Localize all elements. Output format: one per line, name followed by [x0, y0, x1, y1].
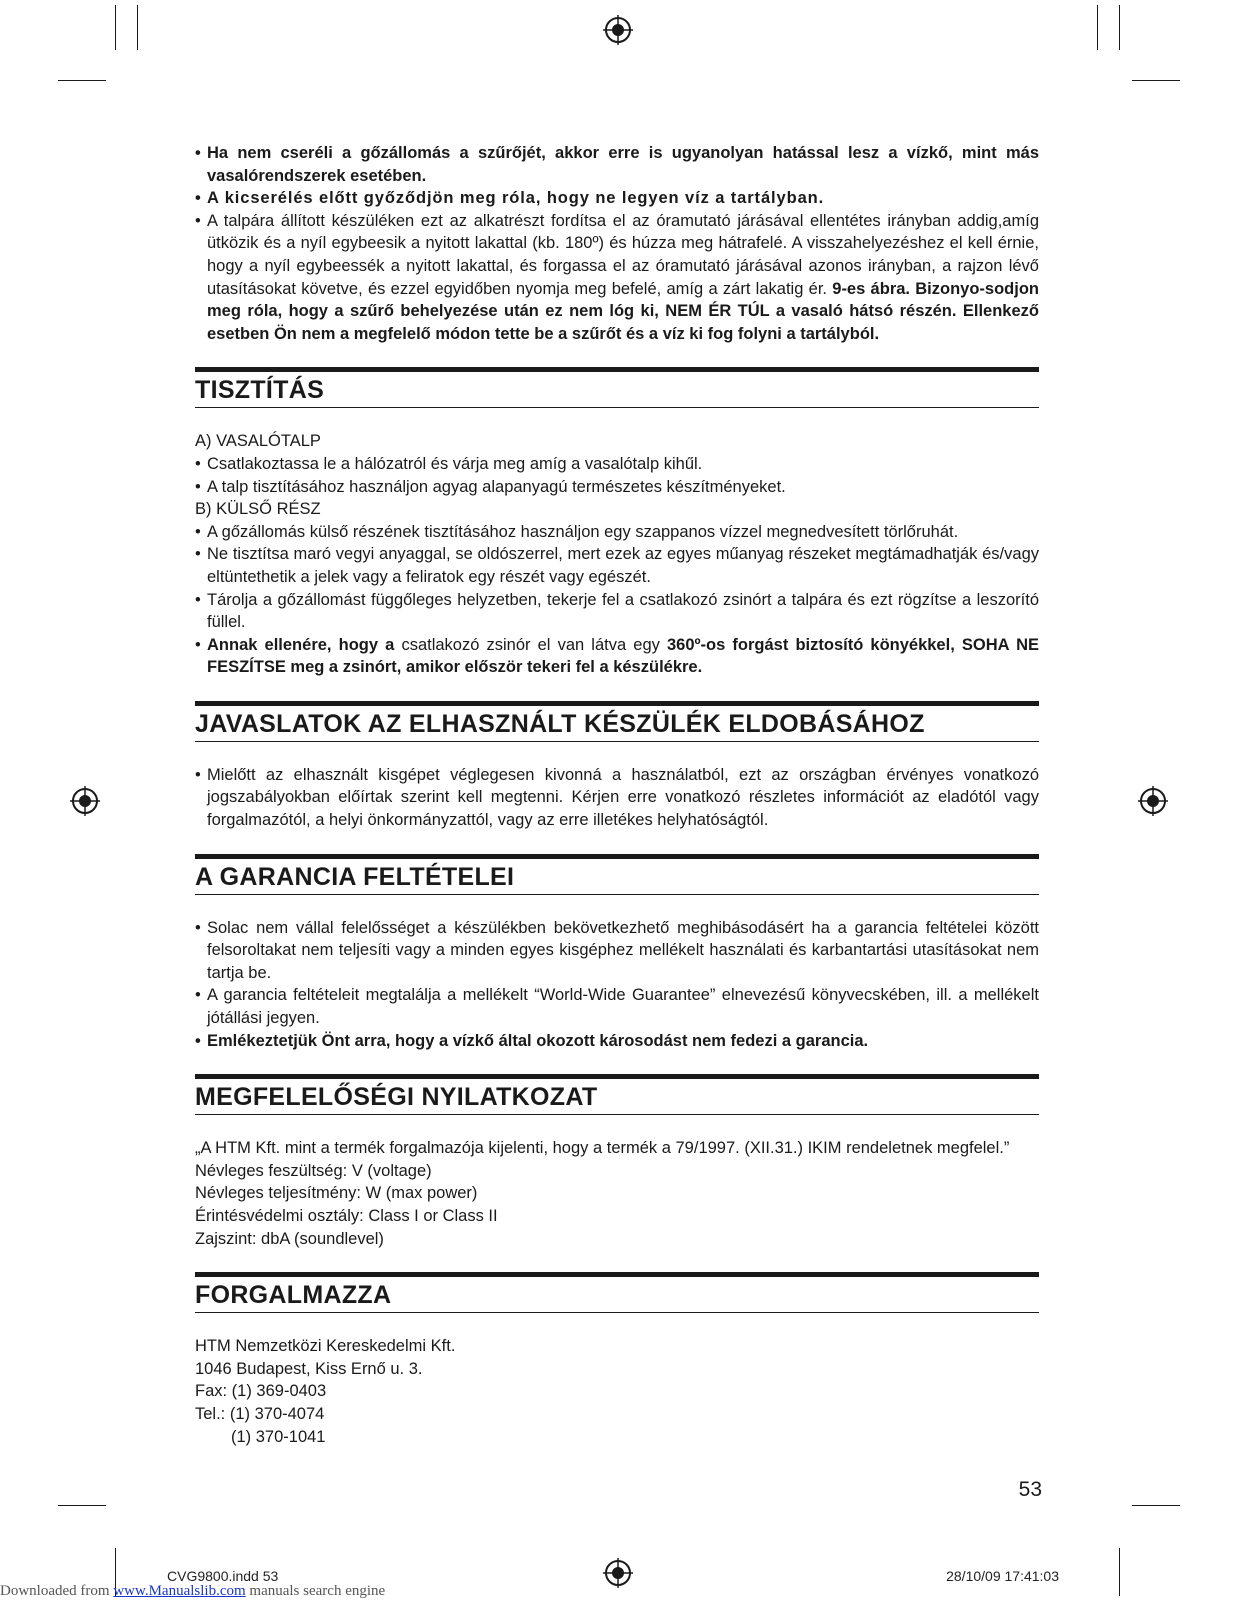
- list-item: [195, 634, 1039, 679]
- text-line: Zajszint: dbA (soundlevel): [195, 1229, 384, 1248]
- list-item: • A garancia feltételeit megtalálja a mellékelt “World-Wide Guarantee” elnevezésű könyvecskében, ill. a mellékelt jótállási jegyen.: [195, 984, 1039, 1029]
- list-item: • A gőzállomás külső részének tisztításához használjon egy szappanos vízzel megnedvesített törlőruhát.: [195, 521, 1039, 544]
- list-item: • Ne tisztítsa maró vegyi anyaggal, se oldószerrel, mert ezek az egyes műanyag részeket megtámadhatják és/vagy eltüntethetik a jelek vagy a feliratok egy részét vagy egészét.: [195, 543, 1039, 588]
- text-line: Fax: (1) 369-0403: [195, 1382, 327, 1401]
- registration-mark-icon: [603, 1558, 633, 1588]
- crop-mark: [58, 1505, 106, 1506]
- list-item: • Ha nem cseréli a gőzállomás a szűrőjét, akkor erre is ugyanolyan hatással lesz a vízkő, mint más vasalórendszerek esetében.: [195, 142, 1039, 187]
- section-heading-javaslatok: JAVASLATOK AZ ELHASZNÁLT KÉSZÜLÉK ELDOBÁSÁHOZ: [195, 701, 1039, 742]
- list-item: • Emlékeztetjük Önt arra, hogy a vízkő által okozott károsodást nem fedezi a garancia.: [195, 1030, 1039, 1053]
- list-item-emphasis: Annak ellenére, hogy a: [207, 635, 402, 654]
- section-heading-forgalmazza: FORGALMAZZA: [195, 1272, 1039, 1313]
- crop-mark: [58, 80, 106, 81]
- subheading: B) KÜLSŐ RÉSZ: [195, 500, 321, 519]
- text-line: 1046 Budapest, Kiss Ernő u. 3.: [195, 1359, 423, 1378]
- forgalmazza-section: [195, 1335, 1039, 1448]
- crop-mark: [115, 5, 116, 50]
- list-item-emphasis: 9-es ábra. Bizonyo-sodjon meg róla, hogy a szűrő behelyezése után ez nem lóg ki, NEM ÉR TÚL a vasaló hátsó részén. Ellenkező esetben Ön nem a megfelelő módon tette be a szűrőt és a víz ki fog folyni a tartályból.: [207, 279, 1040, 343]
- intro-section: [195, 142, 1039, 345]
- download-prefix: Downloaded from: [0, 1583, 114, 1599]
- page-content: [195, 142, 1039, 1448]
- list-item-emphasis: 360º-os forgást biztosító könyékkel, SOHA NE FESZÍTSE meg a zsinórt, amikor először tekeri fel a készülékre.: [207, 635, 1039, 677]
- crop-mark: [1132, 1505, 1180, 1506]
- text-line: HTM Nemzetközi Kereskedelmi Kft.: [195, 1337, 456, 1356]
- list-item-text: A talpára állított készüléken ezt az alkatrészt fordítsa el az óramutató járásával ellentétes irányban addig,amíg ütközik és a nyíl egybeesik a nyitott lakattal (kb. 180º) és húzza meg hátrafelé. A visszahelyezéshez el kell érnie, hogy a nyíl egybeessék a nyitott lakattal, és forgassa el az óramutató járásával azonos irányban, a rajzon lévő utasításokat követve, és ezzel egyidőben nyomja meg befelé, amíg a zárt lakatig ér.: [207, 211, 1039, 298]
- list-item-text: csatlakozó zsinór el van látva egy: [401, 635, 667, 654]
- crop-mark: [1119, 1548, 1120, 1596]
- list-item: • A kicserélés előtt győződjön meg róla, hogy ne legyen víz a tartályban.: [195, 187, 1039, 210]
- page-number: 53: [1018, 1478, 1042, 1501]
- registration-mark-icon: [70, 786, 100, 816]
- download-suffix: manuals search engine: [245, 1583, 386, 1599]
- subheading: A) VASALÓTALP: [195, 432, 321, 451]
- footer-filename: CVG9800.indd 53: [167, 1568, 279, 1584]
- section-heading-tisztitas: TISZTÍTÁS: [195, 367, 1039, 408]
- javaslatok-section: [195, 764, 1039, 832]
- crop-mark: [137, 5, 138, 50]
- tisztitas-section: [195, 430, 1039, 679]
- section-heading-garancia: A GARANCIA FELTÉTELEI: [195, 854, 1039, 895]
- list-item: • Csatlakoztassa le a hálózatról és várja meg amíg a vasalótalp kihűl.: [195, 453, 1039, 476]
- registration-mark-icon: [1138, 786, 1168, 816]
- garancia-section: [195, 917, 1039, 1053]
- text-line: Névleges teljesítmény: W (max power): [195, 1184, 478, 1203]
- section-heading-megfeleloseg: MEGFELELŐSÉGI NYILATKOZAT: [195, 1074, 1039, 1115]
- crop-mark: [1132, 80, 1180, 81]
- text-line: Névleges feszültség: V (voltage): [195, 1161, 432, 1180]
- text-line: Tel.: (1) 370-4074: [195, 1404, 325, 1423]
- manualslib-link[interactable]: www.Manualslib.com: [113, 1583, 246, 1599]
- list-item: • Tárolja a gőzállomást függőleges helyzetben, tekerje fel a csatlakozó zsinórt a talpára és ezt rögzítse a leszorító füllel.: [195, 589, 1039, 634]
- list-item: • Solac nem vállal felelősséget a készülékben bekövetkezhető meghibásodásért ha a garancia feltételei között felsoroltakat nem teljesíti vagy a minden egyes kisgéphez mellékelt használati és karbantartási utasításokat nem tartja be.: [195, 917, 1039, 985]
- megfeleloseg-section: [195, 1137, 1039, 1250]
- crop-mark: [1097, 5, 1098, 50]
- list-item: • Mielőtt az elhasznált kisgépet véglegesen kivonná a használatból, ezt az országban érvényes vonatkozó jogszabályokban előírtak szerint kell megtenni. Kérjen erre vonatkozó részletes információt az eladótól vagy forgalmazótól, a helyi önkormányzattól, vagy az erre illetékes helyhatóságtól.: [195, 764, 1039, 832]
- text-line: (1) 370-1041: [231, 1427, 326, 1446]
- text-line: „A HTM Kft. mint a termék forgalmazója kijelenti, hogy a termék a 79/1997. (XII.31.) IKIM rendeletnek megfelel.”: [195, 1139, 1010, 1158]
- registration-mark-icon: [603, 15, 633, 45]
- list-item: • A talp tisztításához használjon agyag alapanyagú természetes készítményeket.: [195, 476, 1039, 499]
- crop-mark: [1119, 5, 1120, 50]
- list-item: [195, 210, 1039, 346]
- text-line: Érintésvédelmi osztály: Class I or Class II: [195, 1207, 498, 1225]
- footer-datetime: 28/10/09 17:41:03: [946, 1568, 1059, 1584]
- download-note: [0, 1583, 385, 1600]
